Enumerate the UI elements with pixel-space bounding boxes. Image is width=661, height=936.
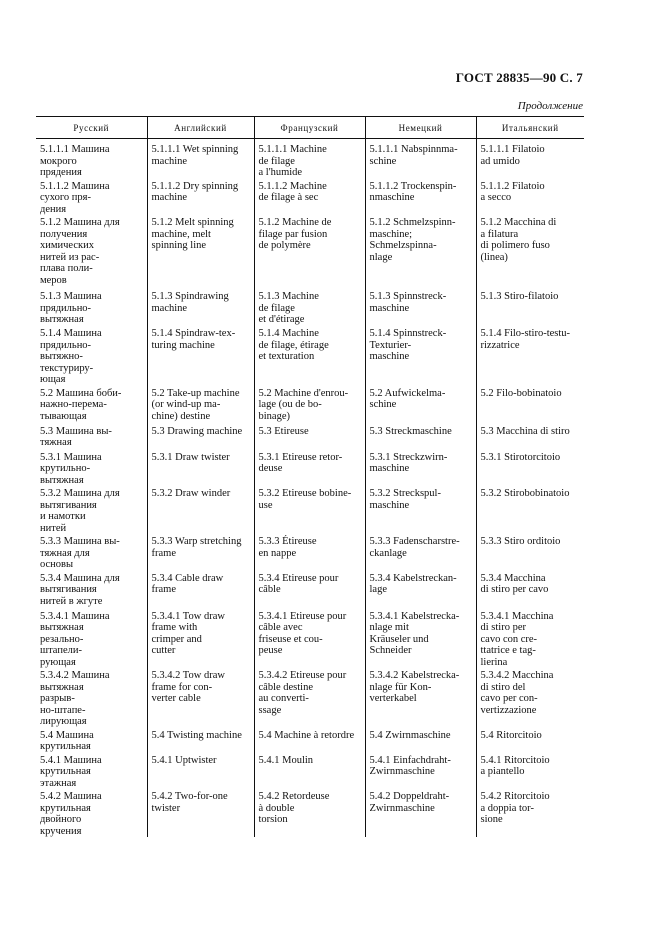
term-cell-russian: 5.1.3 Машина прядильно- вытяжная bbox=[40, 291, 102, 325]
term-cell-russian: 5.3.1 Машина крутильно- вытяжная bbox=[40, 451, 102, 486]
term-cell-italian: 5.3 Macchina di stiro bbox=[476, 424, 584, 450]
term-cell-russian: 5.4 Машина крутильная bbox=[40, 729, 94, 752]
table-row bbox=[36, 534, 584, 571]
column-header-italian: Итальянский bbox=[476, 117, 584, 139]
continuation-label: Продолжение bbox=[517, 100, 583, 112]
term-cell-italian: 5.3.3 Stiro orditoio bbox=[476, 534, 584, 571]
term-cell-french: 5.4.2 Retordeuse à double torsion bbox=[254, 789, 365, 837]
column-header-german: Немецкий bbox=[365, 117, 476, 139]
term-cell-german: 5.4.2 Doppeldraht- Zwirnmaschine bbox=[365, 789, 476, 837]
term-cell-german: 5.4.1 Einfachdraht- Zwirnmaschine bbox=[365, 753, 476, 790]
table-row bbox=[36, 215, 584, 289]
term-cell-russian: 5.3.4.2 Машина вытяжная разрыв- но-штапе- лирующая bbox=[40, 670, 110, 727]
term-cell-italian: 5.4 Ritorcitoio bbox=[476, 728, 584, 753]
term-cell-italian: 5.3.4.1 Macchina di stiro per cavo con cre- ttatrice e tag- lierina bbox=[476, 609, 584, 669]
table-row bbox=[36, 386, 584, 424]
term-cell-english: 5.1.1.2 Dry spinning machine bbox=[147, 179, 254, 216]
term-cell-italian: 5.2 Filo-bobinatoio bbox=[476, 386, 584, 424]
term-cell-italian: 5.1.2 Macchina di a filatura di polimero fuso (linea) bbox=[476, 215, 584, 289]
term-cell-english: 5.3.3 Warp stretching frame bbox=[147, 534, 254, 571]
term-cell-russian: 5.1.1.1 Машина мокрого прядения bbox=[40, 144, 110, 178]
page-header: ГОСТ 28835—90 С. 7 bbox=[455, 70, 583, 85]
term-cell-english: 5.3 Drawing machine bbox=[147, 424, 254, 450]
term-cell-russian: 5.3.4 Машина для вытягивания нитей в жгуте bbox=[40, 572, 120, 607]
term-cell-english: 5.4.1 Uptwister bbox=[147, 753, 254, 790]
term-cell-french: 5.3.3 Étireuse en nappe bbox=[254, 534, 365, 571]
term-cell-english: 5.3.2 Draw winder bbox=[147, 486, 254, 534]
table-row bbox=[36, 753, 584, 790]
term-cell-italian: 5.1.4 Filo-stiro-testu- rizzatrice bbox=[476, 326, 584, 386]
table-row bbox=[36, 289, 584, 326]
term-cell-german: 5.1.4 Spinnstreck- Texturier- maschine bbox=[365, 326, 476, 386]
term-cell-german: 5.3.3 Fadenscharstre- ckanlage bbox=[365, 534, 476, 571]
table-row bbox=[36, 139, 584, 179]
term-cell-russian: 5.1.2 Машина для получения химических нитей из рас- плава поли- меров bbox=[40, 217, 120, 286]
term-cell-german: 5.1.3 Spinnstreck- maschine bbox=[365, 289, 476, 326]
term-cell-russian: 5.4.1 Машина крутильная этажная bbox=[40, 754, 102, 789]
term-cell-german: 5.1.1.2 Trockenspin- nmaschine bbox=[365, 179, 476, 216]
column-header-russian: Русский bbox=[36, 117, 147, 139]
term-cell-french: 5.3.4 Etireuse pour câble bbox=[254, 571, 365, 609]
table-header-row bbox=[36, 117, 584, 139]
term-cell-german: 5.4 Zwirnmaschine bbox=[365, 728, 476, 753]
term-cell-german: 5.3.1 Streckzwirn- maschine bbox=[365, 450, 476, 487]
term-cell-german: 5.3.4.2 Kabelstrecka- nlage für Kon- verterkabel bbox=[365, 668, 476, 728]
term-cell-french: 5.1.4 Machine de filage, étirage et texturation bbox=[254, 326, 365, 386]
table-row bbox=[36, 179, 584, 216]
term-cell-italian: 5.3.4.2 Macchina di stiro del cavo per con- vertizzazione bbox=[476, 668, 584, 728]
table-row bbox=[36, 571, 584, 609]
table-body bbox=[36, 139, 584, 838]
term-cell-russian: 5.4.2 Машина крутильная двойного кручения bbox=[40, 791, 102, 837]
table-row bbox=[36, 789, 584, 837]
term-cell-german: 5.3.4.1 Kabelstrecka- nlage mit Kräuseler und Schneider bbox=[365, 609, 476, 669]
term-cell-french: 5.3.1 Etireuse retor- deuse bbox=[254, 450, 365, 487]
term-cell-russian: 5.3 Машина вы- тяжная bbox=[40, 425, 112, 448]
term-cell-russian: 5.3.4.1 Машина вытяжная резально- штапели- рующая bbox=[40, 610, 110, 668]
term-cell-german: 5.3 Streckmaschine bbox=[365, 424, 476, 450]
term-cell-italian: 5.1.3 Stiro-filatoio bbox=[476, 289, 584, 326]
table-row bbox=[36, 424, 584, 450]
term-cell-french: 5.4.1 Moulin bbox=[254, 753, 365, 790]
term-cell-english: 5.3.4.1 Tow draw frame with crimper and cutter bbox=[147, 609, 254, 669]
term-cell-english: 5.1.3 Spindrawing machine bbox=[147, 289, 254, 326]
term-cell-french: 5.1.1.1 Machine de filage a l'humide bbox=[254, 139, 365, 179]
term-cell-french: 5.3 Etireuse bbox=[254, 424, 365, 450]
term-cell-english: 5.1.4 Spindraw-tex- turing machine bbox=[147, 326, 254, 386]
term-cell-french: 5.4 Machine à retordre bbox=[254, 728, 365, 753]
term-cell-french: 5.1.2 Machine de filage par fusion de polymère bbox=[254, 215, 365, 289]
term-cell-french: 5.3.4.1 Etireuse pour câble avec friseuse et cou- peuse bbox=[254, 609, 365, 669]
table-row bbox=[36, 450, 584, 487]
table-row bbox=[36, 486, 584, 534]
term-cell-italian: 5.3.2 Stirobobinatoio bbox=[476, 486, 584, 534]
column-header-french: Французский bbox=[254, 117, 365, 139]
term-cell-italian: 5.1.1.1 Filatoio ad umido bbox=[476, 139, 584, 179]
term-cell-russian: 5.3.2 Машина для вытягивания и намотки нитей bbox=[40, 488, 120, 534]
term-cell-english: 5.1.2 Melt spinning machine, melt spinning line bbox=[147, 215, 254, 289]
term-cell-english: 5.3.1 Draw twister bbox=[147, 450, 254, 487]
term-cell-german: 5.1.2 Schmelzspinn- maschine; Schmelzspinna- nlage bbox=[365, 215, 476, 289]
term-cell-english: 5.3.4.2 Tow draw frame for con- verter cable bbox=[147, 668, 254, 728]
term-cell-russian: 5.3.3 Машина вы- тяжная для основы bbox=[40, 536, 120, 570]
term-cell-french: 5.3.4.2 Etireuse pour câble destine au converti- ssage bbox=[254, 668, 365, 728]
table-row bbox=[36, 728, 584, 753]
term-cell-german: 5.3.2 Streckspul- maschine bbox=[365, 486, 476, 534]
term-cell-russian: 5.1.1.2 Машина сухого пря- дения bbox=[40, 180, 110, 215]
term-cell-italian: 5.4.1 Ritorcitoio a piantello bbox=[476, 753, 584, 790]
column-header-english: Английский bbox=[147, 117, 254, 139]
term-cell-russian: 5.1.4 Машина прядильно- вытяжно- текстуриру- ющая bbox=[40, 328, 102, 385]
term-cell-english: 5.1.1.1 Wet spinning machine bbox=[147, 139, 254, 179]
term-cell-italian: 5.3.4 Macchina di stiro per cavo bbox=[476, 571, 584, 609]
term-cell-italian: 5.3.1 Stirotorcitoio bbox=[476, 450, 584, 487]
table-row bbox=[36, 609, 584, 669]
term-cell-german: 5.2 Aufwickelma- schine bbox=[365, 386, 476, 424]
table-row bbox=[36, 668, 584, 728]
term-cell-french: 5.3.2 Etireuse bobine- use bbox=[254, 486, 365, 534]
term-cell-russian: 5.2 Машина боби- нажно-перема- тывающая bbox=[40, 387, 122, 422]
term-cell-english: 5.2 Take-up machine (or wind-up ma- chine) destine bbox=[147, 386, 254, 424]
term-cell-french: 5.1.3 Machine de filage et d'étirage bbox=[254, 289, 365, 326]
term-cell-german: 5.3.4 Kabelstreckan- lage bbox=[365, 571, 476, 609]
term-cell-english: 5.3.4 Cable draw frame bbox=[147, 571, 254, 609]
terms-table bbox=[36, 116, 584, 837]
term-cell-german: 5.1.1.1 Nabspinnma- schine bbox=[365, 139, 476, 179]
term-cell-italian: 5.1.1.2 Filatoio a secco bbox=[476, 179, 584, 216]
term-cell-english: 5.4.2 Two-for-one twister bbox=[147, 789, 254, 837]
term-cell-french: 5.2 Machine d'enrou- lage (ou de bo- binage) bbox=[254, 386, 365, 424]
term-cell-english: 5.4 Twisting machine bbox=[147, 728, 254, 753]
table-row bbox=[36, 326, 584, 386]
term-cell-french: 5.1.1.2 Machine de filage à sec bbox=[254, 179, 365, 216]
term-cell-italian: 5.4.2 Ritorcitoio a doppia tor- sione bbox=[476, 789, 584, 837]
